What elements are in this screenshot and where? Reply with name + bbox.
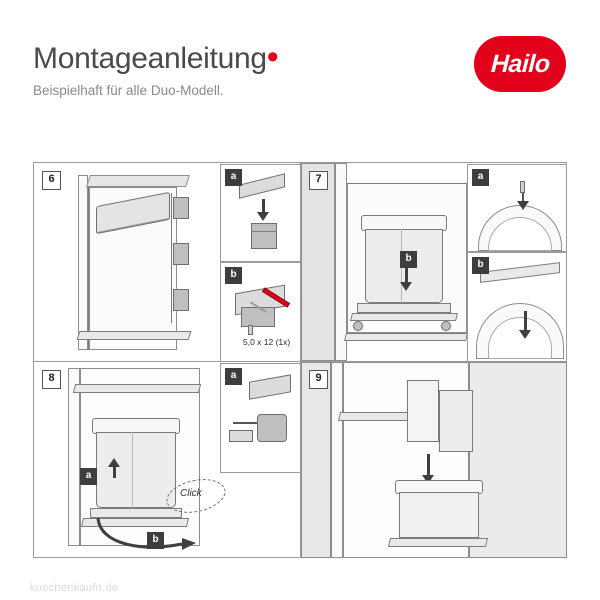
bottom-slide-rail bbox=[344, 333, 468, 341]
cabinet-top-panel bbox=[86, 175, 190, 187]
detail-label-7a: a bbox=[472, 169, 489, 186]
step-number-6: 6 bbox=[42, 171, 61, 190]
rail-piece bbox=[480, 262, 560, 283]
figure-step-8 bbox=[33, 361, 301, 558]
top-front-rail bbox=[73, 384, 201, 393]
hinge-middle bbox=[173, 243, 189, 265]
title-dot: • bbox=[266, 38, 279, 76]
figure-step-6 bbox=[33, 162, 301, 362]
logo-text: Hailo bbox=[489, 49, 551, 78]
page-title-text: Montageanleitung bbox=[33, 42, 267, 75]
outer-bin-base bbox=[388, 538, 488, 547]
hinge-arm bbox=[241, 307, 275, 327]
hinge-rail-line bbox=[171, 193, 172, 323]
marker-7b: b bbox=[400, 251, 417, 268]
screw-arrow-head bbox=[517, 201, 529, 210]
cabinet-side-panel bbox=[78, 175, 88, 350]
bracket-top bbox=[239, 173, 285, 198]
detail-6a bbox=[220, 164, 301, 262]
title-block bbox=[33, 40, 278, 98]
bin-carrier bbox=[357, 303, 451, 313]
hinge-lower bbox=[173, 289, 189, 311]
watermark: kuechenkaufn.de bbox=[30, 582, 119, 594]
page-subtitle: Beispielhaft für alle Duo-Modell. bbox=[33, 83, 224, 98]
detail-label-6a: a bbox=[225, 169, 242, 186]
detail-6b bbox=[220, 262, 301, 362]
cabinet-left-wall bbox=[301, 163, 335, 361]
insert-arrow-stem bbox=[524, 311, 527, 331]
interior-top-line bbox=[347, 183, 467, 184]
inner-bucket-left bbox=[407, 380, 439, 442]
bin-arrow-head bbox=[400, 282, 412, 291]
detail-8a bbox=[220, 363, 301, 473]
lift-arrow-stem bbox=[113, 466, 116, 478]
cabinet-right-wall-9 bbox=[469, 362, 567, 558]
figure-grid bbox=[33, 162, 567, 558]
step-number-8: 8 bbox=[42, 370, 61, 389]
cabinet-left-edge-9 bbox=[331, 362, 343, 558]
cabinet-left-wall-9 bbox=[301, 362, 331, 558]
drop-arrow-stem bbox=[427, 454, 430, 476]
click-label: Click bbox=[180, 488, 202, 499]
hinge-cup bbox=[257, 414, 287, 442]
hinge-plate-8a bbox=[249, 374, 291, 399]
carrier-front bbox=[350, 313, 458, 321]
detail-label-8a: a bbox=[225, 368, 242, 385]
alignment-line bbox=[233, 422, 257, 424]
cabinet-side-panel-8 bbox=[68, 368, 80, 546]
detail-7b bbox=[467, 252, 567, 362]
hailo-logo bbox=[474, 36, 566, 92]
marker-8a: a bbox=[80, 468, 97, 485]
bin-divider-8 bbox=[132, 432, 133, 508]
detail-label-7b: b bbox=[472, 257, 489, 274]
screw-icon bbox=[248, 325, 253, 335]
figure-step-9 bbox=[300, 361, 567, 558]
bottom-rail bbox=[77, 331, 192, 340]
screw-icon-7a bbox=[520, 181, 525, 193]
waste-bin-8 bbox=[96, 432, 176, 508]
roller-right bbox=[441, 321, 451, 331]
inner-bucket-right bbox=[439, 390, 473, 452]
outer-bin-body bbox=[399, 492, 479, 538]
assembly-arrow-head bbox=[257, 212, 269, 221]
step-number-9: 9 bbox=[309, 370, 328, 389]
detail-7a bbox=[467, 164, 567, 252]
figure-step-7 bbox=[300, 162, 567, 362]
step-number-7: 7 bbox=[309, 171, 328, 190]
roller-left bbox=[353, 321, 363, 331]
detail-label-6b: b bbox=[225, 267, 242, 284]
screw-spec-label: 5,0 x 12 (1x) bbox=[243, 337, 291, 347]
cabinet-left-edge bbox=[335, 163, 347, 361]
bracket-body bbox=[251, 223, 277, 249]
hinge-bracket-8a bbox=[229, 430, 253, 442]
assembly-arrow-stem bbox=[262, 199, 265, 213]
page-title bbox=[33, 40, 278, 74]
marker-8b: b bbox=[147, 532, 164, 549]
insert-arrow-head bbox=[519, 330, 531, 339]
hinge-upper bbox=[173, 197, 189, 219]
bracket-line bbox=[251, 231, 277, 232]
header bbox=[0, 0, 600, 140]
bin-arrow-stem bbox=[405, 267, 408, 283]
